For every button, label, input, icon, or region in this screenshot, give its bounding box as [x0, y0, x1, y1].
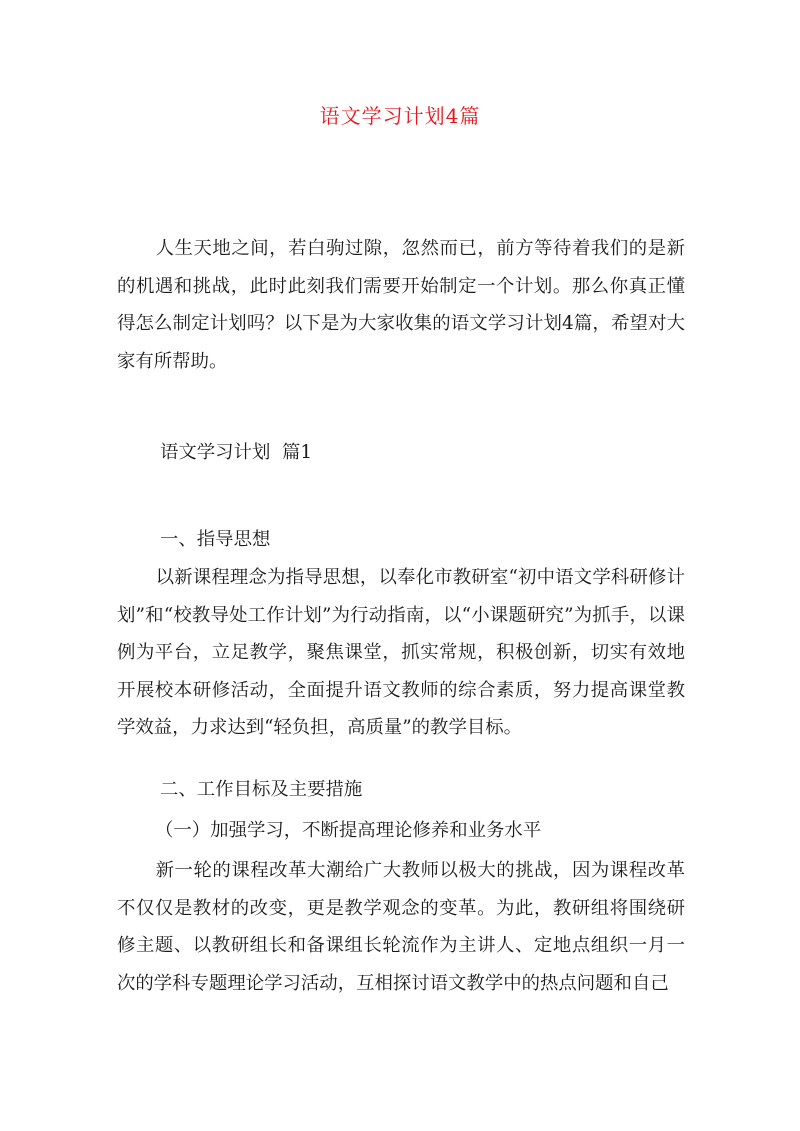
intro-paragraph: 人生天地之间，若白驹过隙，忽然而已，前方等待着我们的是新的机遇和挑战，此时此刻我们需要开始制定一个计划。那么你真正懂得怎么制定计划吗？以下是为大家收集的语文学习计划4篇，希望对大家有所帮助。: [117, 238, 685, 372]
document-title: 语文学习计划4篇: [319, 104, 481, 128]
paragraph-strengthen-learning: 新一轮的课程改革大潮给广大教师以极大的挑战，因为课程改革不仅仅是教材的改变，更是教学观念的变革。为此，教研组将围绕研修主题、以教研组长和备课组长轮流作为主讲人、定地点组织一月一次的学科专题理论学习活动，互相探讨语文教学中的热点问题和自己: [117, 860, 685, 994]
heading-work-goals: 二、工作目标及主要措施: [160, 779, 363, 800]
heading-guiding-ideology: 一、指导思想: [160, 529, 271, 550]
paragraph-guiding-ideology: 以新课程理念为指导思想，以奉化市教研室“初中语文学科研修计划”和“校教导处工作计划”为行动指南，以“小课题研究”为抓手，以课例为平台，立足教学，聚焦课堂，抓实常规，积极创新，切实有效地开展校本研修活动，全面提升语文教师的综合素质，努力提高课堂教学效益，力求达到“轻负担，高质量”的教学目标。: [117, 567, 685, 738]
subheading-strengthen-learning: （一）加强学习，不断提高理论修养和业务水平: [155, 820, 542, 841]
section-title: 语文学习计划 篇1: [160, 442, 313, 463]
